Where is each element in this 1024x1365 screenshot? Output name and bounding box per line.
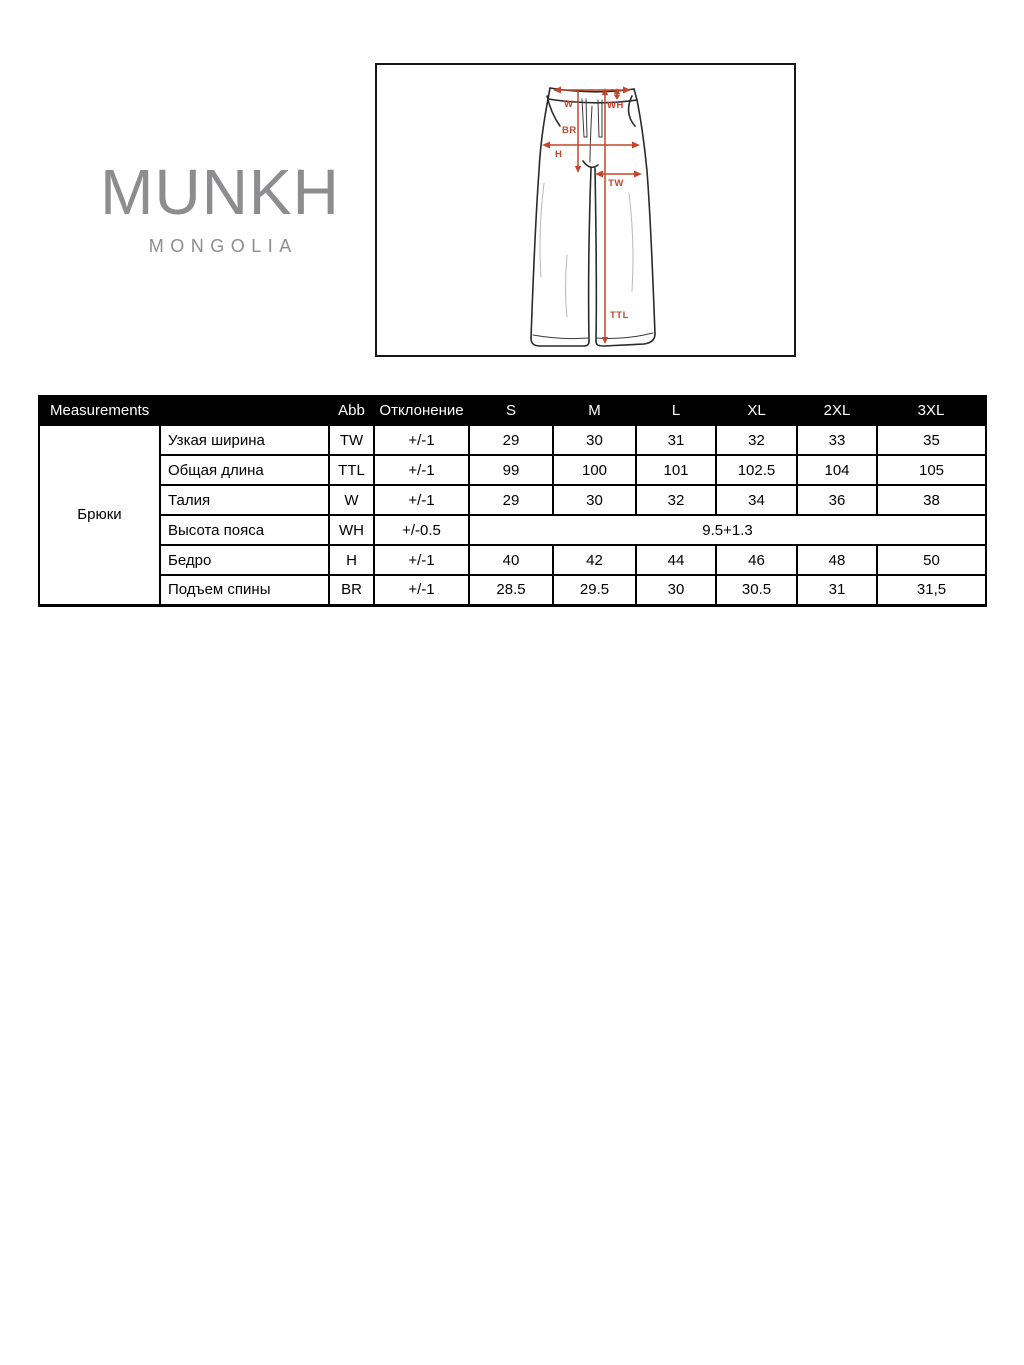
measurement-label-w: W [564, 99, 574, 110]
row-abb: TW [329, 425, 374, 455]
header-measurements: Measurements [39, 396, 329, 425]
row-name: Талия [160, 485, 329, 515]
value-cell: 31,5 [877, 575, 986, 605]
table-row [39, 545, 986, 575]
value-cell: 30 [553, 485, 636, 515]
row-abb: H [329, 545, 374, 575]
value-cell: 104 [797, 455, 877, 485]
value-cell: 28.5 [469, 575, 553, 605]
table-header-row [39, 396, 986, 425]
value-cell: 35 [877, 425, 986, 455]
category-cell: Брюки [39, 425, 160, 605]
brand-logo [96, 156, 344, 257]
row-deviation: +/-1 [374, 455, 469, 485]
pants-outline [531, 88, 655, 346]
table-row [39, 455, 986, 485]
row-abb: W [329, 485, 374, 515]
measurement-arrow-h [542, 142, 640, 161]
value-cell: 29 [469, 425, 553, 455]
row-name: Высота пояса [160, 515, 329, 545]
value-cell: 29 [469, 485, 553, 515]
measurement-arrow-ttl [602, 88, 629, 344]
row-deviation: +/-1 [374, 575, 469, 605]
value-cell: 46 [716, 545, 797, 575]
row-name: Подъем спины [160, 575, 329, 605]
value-cell: 34 [716, 485, 797, 515]
brand-region: MONGOLIA [148, 236, 298, 256]
row-deviation: +/-1 [374, 425, 469, 455]
row-deviation: +/-1 [374, 485, 469, 515]
value-cell: 42 [553, 545, 636, 575]
header-abb: Abb [329, 396, 374, 425]
header-size-s: S [469, 396, 553, 425]
value-cell: 102.5 [716, 455, 797, 485]
row-abb: WH [329, 515, 374, 545]
value-cell: 31 [636, 425, 716, 455]
row-name: Бедро [160, 545, 329, 575]
value-cell: 101 [636, 455, 716, 485]
size-table [38, 395, 985, 607]
merged-value-cell: 9.5+1.3 [469, 515, 986, 545]
value-cell: 48 [797, 545, 877, 575]
value-cell: 33 [797, 425, 877, 455]
header-size-2xl: 2XL [797, 396, 877, 425]
measurement-label-tw: TW [608, 178, 624, 189]
value-cell: 36 [797, 485, 877, 515]
header-deviation: Отклонение [374, 396, 469, 425]
row-deviation: +/-1 [374, 545, 469, 575]
value-cell: 31 [797, 575, 877, 605]
measurement-label-ttl: TTL [610, 310, 629, 321]
row-abb: TTL [329, 455, 374, 485]
row-abb: BR [329, 575, 374, 605]
table-row [39, 425, 986, 455]
header-size-l: L [636, 396, 716, 425]
row-name: Общая длина [160, 455, 329, 485]
value-cell: 38 [877, 485, 986, 515]
header-size-m: M [553, 396, 636, 425]
value-cell: 30.5 [716, 575, 797, 605]
measurement-label-br: BR [562, 125, 577, 136]
measurement-arrow-tw [595, 171, 642, 190]
value-cell: 32 [716, 425, 797, 455]
pants-diagram-svg [377, 65, 794, 355]
value-cell: 32 [636, 485, 716, 515]
diagram-box [375, 63, 796, 357]
value-cell: 40 [469, 545, 553, 575]
header-size-xl: XL [716, 396, 797, 425]
table-row [39, 575, 986, 605]
table-row [39, 485, 986, 515]
row-deviation: +/-0.5 [374, 515, 469, 545]
header-size-3xl: 3XL [877, 396, 986, 425]
measurement-label-wh: WH [607, 100, 624, 111]
value-cell: 99 [469, 455, 553, 485]
value-cell: 105 [877, 455, 986, 485]
table-row [39, 515, 986, 545]
value-cell: 30 [636, 575, 716, 605]
measurement-label-h: H [555, 149, 563, 160]
value-cell: 44 [636, 545, 716, 575]
value-cell: 29.5 [553, 575, 636, 605]
value-cell: 50 [877, 545, 986, 575]
value-cell: 100 [553, 455, 636, 485]
row-name: Узкая ширина [160, 425, 329, 455]
measurement-arrows [542, 87, 642, 345]
brand-name: MUNKH [100, 156, 340, 228]
value-cell: 30 [553, 425, 636, 455]
